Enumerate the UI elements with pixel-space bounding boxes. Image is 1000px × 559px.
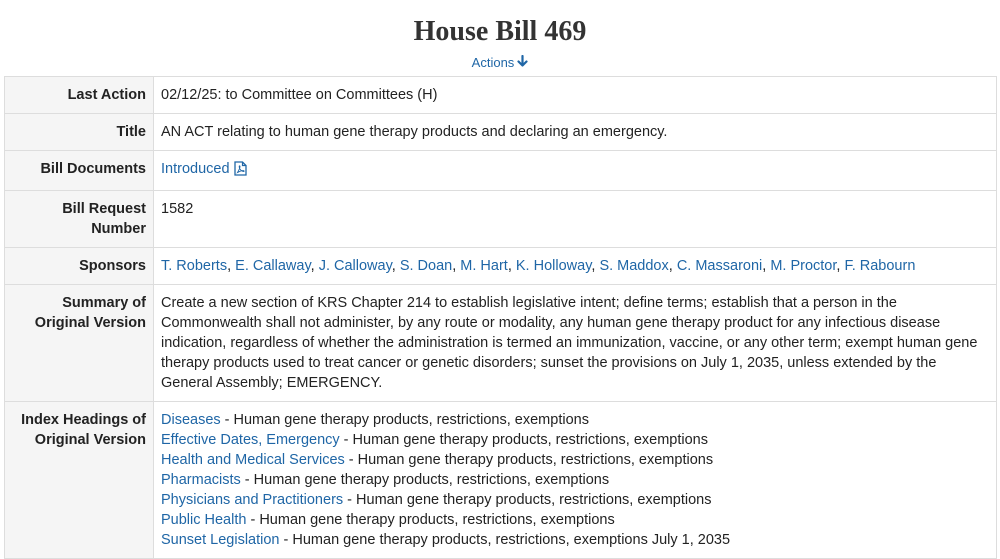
index-heading-link[interactable]: Health and Medical Services (161, 452, 345, 468)
index-heading-text: - Human gene therapy products, restrictions, exemptions (246, 512, 615, 528)
summary-label: Summary of Original Version (5, 285, 154, 402)
row-title (5, 114, 997, 151)
index-heading-item (161, 490, 989, 510)
sponsor-link[interactable]: F. Rabourn (844, 258, 916, 274)
index-heading-link[interactable]: Effective Dates, Emergency (161, 432, 340, 448)
sponsor-link[interactable]: C. Massaroni (676, 258, 763, 274)
bill-details-table (4, 76, 997, 559)
index-heading-text: - Human gene therapy products, restrictions, exemptions (220, 412, 589, 428)
pdf-file-icon[interactable] (234, 161, 247, 182)
row-bill-request-number (5, 191, 997, 248)
actions-link[interactable]: Actions (471, 55, 515, 70)
title-label: Title (5, 114, 154, 151)
bill-documents-label: Bill Documents (5, 151, 154, 191)
arrow-down-icon (517, 52, 528, 74)
index-heading-text: - Human gene therapy products, restrictions, exemptions (343, 492, 712, 508)
last-action-value: 02/12/25: to Committee on Committees (H) (154, 77, 997, 114)
bill-request-number-value: 1582 (154, 191, 997, 248)
index-heading-text: - Human gene therapy products, restrictions, exemptions July 1, 2035 (279, 532, 731, 548)
index-heading-item (161, 510, 989, 530)
index-heading-item (161, 410, 989, 430)
index-headings-label: Index Headings of Original Version (5, 402, 154, 559)
sponsor-link[interactable]: T. Roberts (161, 258, 228, 274)
index-heading-text: - Human gene therapy products, restrictions, exemptions (344, 452, 714, 468)
row-last-action (5, 77, 997, 114)
index-heading-text: - Human gene therapy products, restrictions, exemptions (339, 432, 708, 448)
sponsor-link[interactable]: S. Maddox (599, 258, 669, 274)
row-index-headings (5, 402, 997, 559)
index-heading-item (161, 530, 989, 550)
index-heading-item (161, 470, 989, 490)
index-headings-list (154, 402, 997, 559)
index-heading-link[interactable]: Physicians and Practitioners (161, 492, 344, 508)
row-summary (5, 285, 997, 402)
actions-toggle[interactable] (0, 52, 1000, 76)
sponsor-link[interactable]: K. Holloway (515, 258, 592, 274)
sponsor-link[interactable]: M. Proctor (770, 258, 837, 274)
row-bill-documents (5, 151, 997, 191)
bill-documents-value (154, 151, 997, 191)
introduced-document-link[interactable]: Introduced (161, 161, 230, 177)
row-sponsors (5, 248, 997, 285)
bill-request-number-label: Bill Request Number (5, 191, 154, 248)
sponsor-link[interactable]: M. Hart (460, 258, 508, 274)
index-heading-item (161, 450, 989, 470)
sponsors-list: T. Roberts, E. Callaway, J. Calloway, S. Doan, M. Hart, K. Holloway, S. Maddox, C. Massaroni, M. Proctor, F. Rabourn (154, 248, 997, 285)
index-heading-link[interactable]: Diseases (161, 412, 221, 428)
page-title: House Bill 469 (413, 16, 587, 47)
sponsor-link[interactable]: E. Callaway (235, 258, 311, 274)
last-action-label: Last Action (5, 77, 154, 114)
sponsor-link[interactable]: J. Calloway (318, 258, 392, 274)
index-heading-link[interactable]: Pharmacists (161, 472, 241, 488)
sponsors-label: Sponsors (5, 248, 154, 285)
index-heading-item (161, 430, 989, 450)
index-heading-text: - Human gene therapy products, restrictions, exemptions (240, 472, 610, 488)
index-heading-link[interactable]: Public Health (161, 512, 247, 528)
sponsor-link[interactable]: S. Doan (399, 258, 453, 274)
index-heading-link[interactable]: Sunset Legislation (161, 532, 280, 548)
title-value: AN ACT relating to human gene therapy products and declaring an emergency. (154, 114, 997, 151)
summary-value: Create a new section of KRS Chapter 214 to establish legislative intent; define terms; establish that a person in the Commonwealth shall not administer, by any route or modality, any human gene therapy product for any infectious disease indication, regardless of whether the administration is termed an immunization, vaccine, or any other term; exempt human gene therapy products used to treat cancer or genetic disorders; sunset the provisions on July 1, 2035, unless extended by the General Assembly; EMERGENCY. (154, 285, 997, 402)
